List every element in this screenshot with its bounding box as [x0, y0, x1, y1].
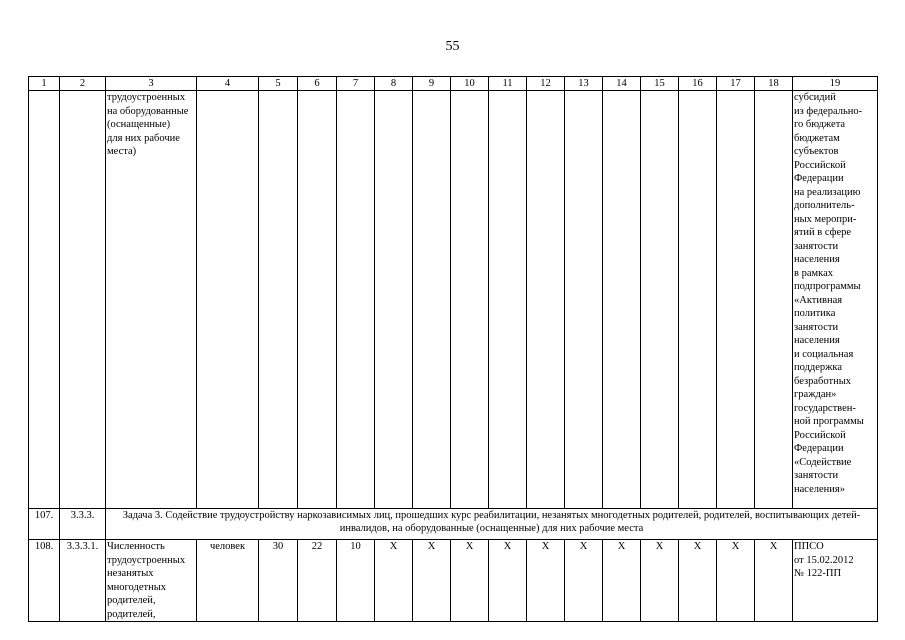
text-line: безработных — [794, 375, 852, 387]
text-line: от 15.02.2012 — [794, 554, 854, 566]
text-line: Российской — [794, 159, 846, 171]
task-row — [29, 509, 878, 540]
table-cell — [29, 91, 60, 509]
column-header: 18 — [755, 77, 793, 91]
task-text: Задача 3. Содействие трудоустройству наркозависимых лиц, прошедших курс реабилитации, незанятых многодетных родителей, родителей, воспитывающих детей-инвалидов, на оборудованные (оснащенные) для них рабочие места — [106, 509, 878, 540]
column-header: 17 — [717, 77, 755, 91]
table-cell — [337, 91, 375, 509]
text-line: ных меропри- — [794, 213, 857, 225]
text-line: населения — [794, 335, 840, 346]
x-cell: Х — [603, 540, 641, 622]
table-cell — [489, 91, 527, 509]
unit-cell: человек — [197, 540, 259, 622]
x-cell: Х — [755, 540, 793, 622]
column-header: 15 — [641, 77, 679, 91]
data-table — [28, 76, 878, 622]
table-cell — [375, 91, 413, 509]
text-line: на реализацию — [794, 186, 861, 198]
column-header: 8 — [375, 77, 413, 91]
column-header-row — [29, 77, 878, 91]
row-code: 3.3.3.1. — [60, 540, 106, 622]
indicator-name-cell — [106, 540, 197, 622]
table-cell — [755, 91, 793, 509]
text-line: № 122-ПП — [794, 568, 842, 579]
text-line: дополнитель- — [794, 200, 855, 211]
x-cell: Х — [375, 540, 413, 622]
value-cell: 30 — [259, 540, 298, 622]
text-line: подпрограммы — [794, 281, 861, 292]
column-header: 3 — [106, 77, 197, 91]
indicator-name-cell — [106, 91, 197, 509]
text-line: из федерально- — [794, 105, 863, 117]
x-cell: Х — [451, 540, 489, 622]
table-cell — [60, 91, 106, 509]
text-line: населения» — [794, 483, 845, 495]
text-line: Федерации — [794, 173, 844, 184]
table-cell — [717, 91, 755, 509]
text-line: граждан» — [794, 389, 837, 400]
column-header: 5 — [259, 77, 298, 91]
table-cell — [298, 91, 337, 509]
text-line: на оборудованные — [107, 105, 189, 117]
text-line: бюджетам — [794, 132, 840, 144]
x-cell: Х — [641, 540, 679, 622]
text-line: политика — [794, 308, 836, 319]
text-line: ятий в сфере — [794, 227, 852, 238]
text-line: и социальная — [794, 348, 854, 360]
table-cell — [451, 91, 489, 509]
page-number: 55 — [445, 39, 460, 54]
text-line: «Содействие — [794, 456, 852, 468]
source-cell — [793, 91, 878, 509]
x-cell: Х — [413, 540, 451, 622]
column-header: 1 — [29, 77, 60, 91]
value-cell: 10 — [337, 540, 375, 622]
column-header: 6 — [298, 77, 337, 91]
text-line: занятости — [794, 470, 839, 481]
text-line: го бюджета — [794, 119, 846, 130]
text-line: ППСО — [794, 541, 824, 552]
table-cell — [679, 91, 717, 509]
table-cell — [527, 91, 565, 509]
column-header: 19 — [793, 77, 878, 91]
column-header: 9 — [413, 77, 451, 91]
row-number: 107. — [29, 509, 60, 540]
table-cell — [603, 91, 641, 509]
table-cell — [565, 91, 603, 509]
text-line: родителей, — [107, 595, 156, 606]
x-cell: Х — [527, 540, 565, 622]
source-cell — [793, 540, 878, 622]
text-line: государствен- — [794, 402, 856, 414]
x-cell: Х — [717, 540, 755, 622]
table-cell — [197, 91, 259, 509]
row-code: 3.3.3. — [60, 509, 106, 540]
text-line: поддержка — [794, 362, 843, 373]
table-row — [29, 540, 878, 622]
text-line: субсидий — [794, 92, 836, 103]
column-header: 2 — [60, 77, 106, 91]
text-line: для них рабочие — [107, 132, 180, 144]
text-line: «Активная — [794, 294, 843, 306]
text-line: Российской — [794, 429, 846, 441]
text-line: ной программы — [794, 416, 864, 427]
text-line: трудоустроенных — [107, 92, 186, 103]
text-line: (оснащенные) — [107, 119, 171, 130]
x-cell: Х — [565, 540, 603, 622]
column-header: 12 — [527, 77, 565, 91]
text-line: многодетных — [107, 581, 167, 593]
continued-row — [29, 91, 878, 509]
column-header: 16 — [679, 77, 717, 91]
column-header: 11 — [489, 77, 527, 91]
table-cell — [259, 91, 298, 509]
text-line: населения — [794, 254, 840, 265]
column-header: 7 — [337, 77, 375, 91]
text-line: занятости — [794, 240, 839, 252]
table-cell — [641, 91, 679, 509]
text-line: Численность — [107, 541, 165, 552]
value-cell: 22 — [298, 540, 337, 622]
column-header: 4 — [197, 77, 259, 91]
text-line: места) — [107, 146, 137, 157]
table-cell — [413, 91, 451, 509]
text-line: родителей, — [107, 608, 156, 620]
row-number: 108. — [29, 540, 60, 622]
column-header: 13 — [565, 77, 603, 91]
text-line: занятости — [794, 321, 839, 333]
x-cell: Х — [679, 540, 717, 622]
text-line: субъектов — [794, 146, 839, 157]
x-cell: Х — [489, 540, 527, 622]
column-header: 14 — [603, 77, 641, 91]
text-line: трудоустроенных — [107, 554, 186, 566]
text-line: незанятых — [107, 568, 154, 579]
text-line: в рамках — [794, 267, 833, 279]
text-line: Федерации — [794, 443, 844, 454]
column-header: 10 — [451, 77, 489, 91]
